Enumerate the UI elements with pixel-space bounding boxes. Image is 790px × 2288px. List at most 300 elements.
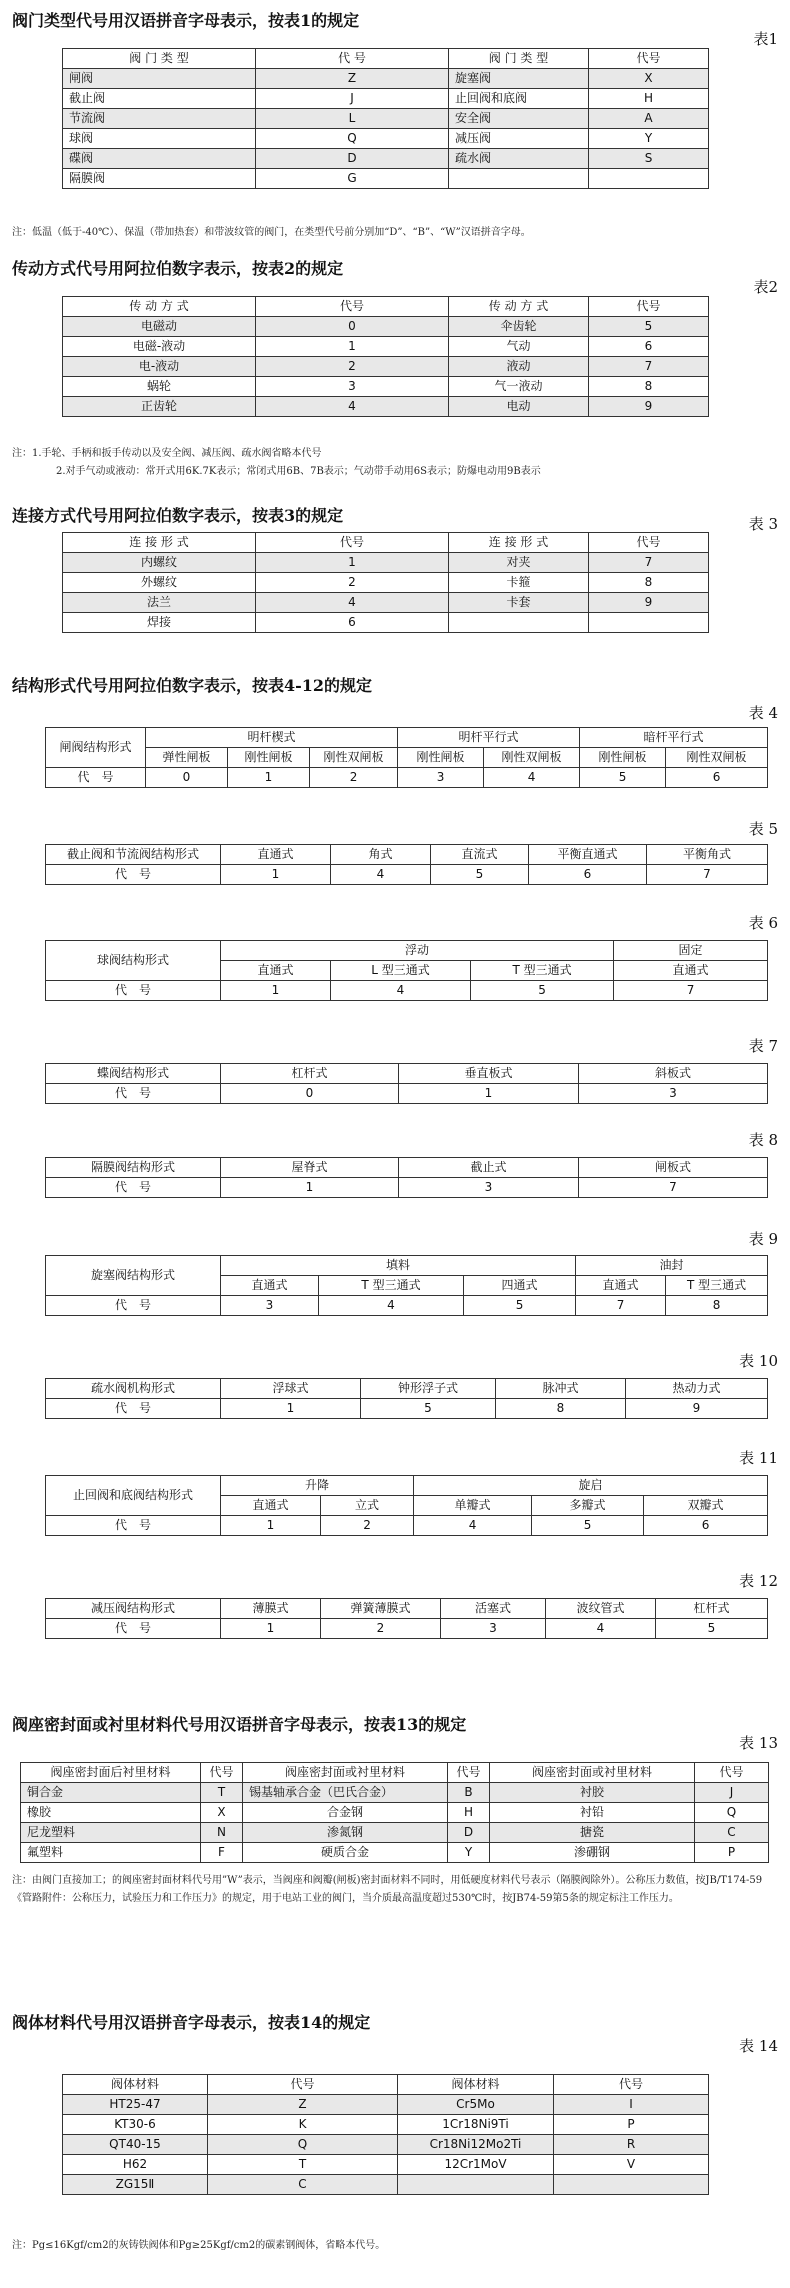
table-row (46, 1399, 768, 1419)
table-row (46, 1178, 768, 1198)
table-number: 表 3 (748, 515, 778, 533)
table-cell: J (695, 1783, 769, 1803)
table-header-cell: 传 动 方 式 (63, 297, 256, 317)
table-cell: V (554, 2155, 709, 2175)
plug-valve-structure-table (45, 1255, 768, 1316)
table-cell: 液动 (449, 357, 589, 377)
table-cell: 5 (589, 317, 709, 337)
table-cell: 0 (221, 1084, 399, 1104)
table-cell: 0 (146, 768, 228, 788)
table-cell: 5 (532, 1516, 644, 1536)
table-row (63, 129, 709, 149)
table-header-cell: 代号 (589, 297, 709, 317)
row-label: 代 号 (46, 1084, 221, 1104)
table-header-row (21, 1763, 769, 1783)
column-header: 直通式 (614, 961, 768, 981)
table-cell: 1 (256, 553, 449, 573)
table-header-cell: 连 接 形 式 (63, 533, 256, 553)
table-cell: 合金钢 (243, 1803, 448, 1823)
table-cell: K (208, 2115, 398, 2135)
table-cell: 1 (399, 1084, 579, 1104)
table-cell: 氟塑料 (21, 1843, 201, 1863)
table-header-cell: 代号 (589, 533, 709, 553)
table-cell: N (201, 1823, 243, 1843)
table-cell: 4 (256, 397, 449, 417)
butterfly-valve-structure-table (45, 1063, 768, 1104)
table-row (63, 2155, 709, 2175)
table-cell: 减压阀 (449, 129, 589, 149)
column-header: 刚性双闸板 (484, 748, 580, 768)
table-cell: 7 (647, 865, 768, 885)
table-header-cell: 阀座密封面后衬里材料 (21, 1763, 201, 1783)
table-number: 表 11 (739, 1449, 778, 1467)
table-cell: 卡箍 (449, 573, 589, 593)
group-header: 明杆平行式 (398, 728, 580, 748)
table-cell: 6 (644, 1516, 768, 1536)
column-header: 平衡角式 (647, 845, 768, 865)
table-cell: 电磁动 (63, 317, 256, 337)
table-cell: 4 (256, 593, 449, 613)
row-label: 隔膜阀结构形式 (46, 1158, 221, 1178)
row-label: 止回阀和底阀结构形式 (46, 1476, 221, 1516)
table-number: 表2 (753, 278, 778, 296)
table-header-cell: 代号 (695, 1763, 769, 1783)
table-number: 表 13 (739, 1734, 778, 1752)
group-header: 浮动 (221, 941, 614, 961)
table-cell: Cr18Ni12Mo2Ti (398, 2135, 554, 2155)
table-row (21, 1843, 769, 1863)
table-row (46, 1084, 768, 1104)
table-number: 表 9 (748, 1230, 778, 1248)
table-cell: 对夹 (449, 553, 589, 573)
table-header-cell: 阀座密封面或衬里材料 (243, 1763, 448, 1783)
column-header: 直通式 (221, 1496, 321, 1516)
table-header-row (63, 2075, 709, 2095)
table-cell: Q (695, 1803, 769, 1823)
table-cell: 外螺纹 (63, 573, 256, 593)
table-cell: 4 (331, 981, 471, 1001)
table-cell: Q (256, 129, 449, 149)
table-cell: 3 (221, 1296, 319, 1316)
section-heading: 传动方式代号用阿拉伯数字表示，按表2的规定 (12, 259, 344, 278)
column-header: 杠杆式 (656, 1599, 768, 1619)
column-header: 刚性闸板 (398, 748, 484, 768)
group-header: 固定 (614, 941, 768, 961)
table-cell: 4 (319, 1296, 464, 1316)
table-header-cell: 阀 门 类 型 (63, 49, 256, 69)
table-cell: 4 (546, 1619, 656, 1639)
table-row (46, 1516, 768, 1536)
table-cell: 卡套 (449, 593, 589, 613)
globe-valve-structure-table (45, 844, 768, 885)
table-cell: 8 (666, 1296, 768, 1316)
group-header: 填料 (221, 1256, 576, 1276)
table-cell: 硬质合金 (243, 1843, 448, 1863)
table-cell: 9 (589, 397, 709, 417)
table-row (63, 613, 709, 633)
drive-mode-table (62, 296, 709, 417)
table-cell: 1 (221, 865, 331, 885)
table-cell: QT40-15 (63, 2135, 208, 2155)
body-material-table (62, 2074, 709, 2195)
table-header-cell: 代号 (589, 49, 709, 69)
table-cell: 2 (321, 1619, 441, 1639)
table-cell: S (589, 149, 709, 169)
table-cell: 1 (221, 981, 331, 1001)
table-cell: 衬铅 (490, 1803, 695, 1823)
table-cell: Z (256, 69, 449, 89)
table-row (21, 1823, 769, 1843)
table-cell: 5 (471, 981, 614, 1001)
group-header: 升降 (221, 1476, 414, 1496)
column-header: 单瓣式 (414, 1496, 532, 1516)
table-header-row (46, 1476, 768, 1496)
table-cell: 安全阀 (449, 109, 589, 129)
group-header: 油封 (576, 1256, 768, 1276)
table-header-cell: 代号 (448, 1763, 490, 1783)
table-header-cell: 阀座密封面或衬里材料 (490, 1763, 695, 1783)
row-label: 球阀结构形式 (46, 941, 221, 981)
table-cell: 球阀 (63, 129, 256, 149)
table-note: 注：Pg≤16Kgf/cm2的灰铸铁阀体和Pg≥25Kgf/cm2的碳素钢阀体，省略本代号。 (12, 2240, 386, 2251)
diaphragm-valve-structure-table (45, 1157, 768, 1198)
table-cell: C (208, 2175, 398, 2195)
table-cell: 9 (626, 1399, 768, 1419)
table-row (63, 2175, 709, 2195)
table-cell: 铜合金 (21, 1783, 201, 1803)
table-cell: 5 (580, 768, 666, 788)
table-cell: 2 (256, 573, 449, 593)
column-header: 刚性双闸板 (310, 748, 398, 768)
table-header-cell: 代号 (208, 2075, 398, 2095)
column-header: 脉冲式 (496, 1379, 626, 1399)
row-label: 蝶阀结构形式 (46, 1064, 221, 1084)
table-cell: 5 (431, 865, 529, 885)
table-row (63, 69, 709, 89)
table-cell: 3 (441, 1619, 546, 1639)
table-cell: H (448, 1803, 490, 1823)
valve-type-table (62, 48, 709, 189)
table-number: 表 8 (748, 1131, 778, 1149)
table-cell: C (695, 1823, 769, 1843)
table-number: 表 5 (748, 820, 778, 838)
seal-material-table (20, 1762, 769, 1863)
table-cell: 衬胶 (490, 1783, 695, 1803)
table-cell (589, 169, 709, 189)
column-header: L 型三通式 (331, 961, 471, 981)
table-number: 表 10 (739, 1352, 778, 1370)
table-note: 注：低温（低于-40℃）、保温（带加热套）和带波纹管的阀门，在类型代号前分别加“D”、“B”、“W”汉语拼音字母。 (12, 227, 531, 238)
table-header-cell: 阀 门 类 型 (449, 49, 589, 69)
table-cell: Q (208, 2135, 398, 2155)
table-cell: 6 (589, 337, 709, 357)
column-header: 直通式 (221, 845, 331, 865)
table-row (63, 149, 709, 169)
table-cell: 1 (221, 1178, 399, 1198)
table-cell: 锡基轴承合金（巴氏合金） (243, 1783, 448, 1803)
row-label: 闸阀结构形式 (46, 728, 146, 768)
column-header: 直通式 (576, 1276, 666, 1296)
column-header: 四通式 (464, 1276, 576, 1296)
table-cell: D (448, 1823, 490, 1843)
row-label: 代 号 (46, 981, 221, 1001)
group-header: 暗杆平行式 (580, 728, 768, 748)
section-heading: 阀门类型代号用汉语拼音字母表示，按表1的规定 (12, 11, 360, 30)
table-row (46, 768, 768, 788)
table-header-row (46, 845, 768, 865)
column-header: 热动力式 (626, 1379, 768, 1399)
table-cell: 12Cr1MoV (398, 2155, 554, 2175)
table-cell: 搪瓷 (490, 1823, 695, 1843)
table-cell: T (208, 2155, 398, 2175)
table-cell: 6 (256, 613, 449, 633)
table-note: 注：由阀门直接加工；的阀座密封面材料代号用”W”表示，当阀座和阀瓣(闸板)密封面材料不同时，用低硬度材料代号表示（隔膜阀除外）。公称压力数值，按JB/T174-59《管路附件：公称压力，试验压力和工作压力》的规定，用于电站工业的阀门，当介质最高温度超过530℃时，按JB74-59第5条的规定标注工作压力。 (12, 1875, 763, 1904)
column-header: 刚性闸板 (228, 748, 310, 768)
table-cell: 焊接 (63, 613, 256, 633)
table-cell: X (201, 1803, 243, 1823)
table-cell: 1 (221, 1619, 321, 1639)
section-heading: 连接方式代号用阿拉伯数字表示，按表3的规定 (12, 506, 344, 525)
table-cell: 疏水阀 (449, 149, 589, 169)
section-heading: 阀体材料代号用汉语拼音字母表示，按表14的规定 (12, 2013, 371, 2032)
table-number: 表 14 (739, 2037, 778, 2055)
column-header: 刚性双闸板 (666, 748, 768, 768)
table-cell (398, 2175, 554, 2195)
group-header: 明杆楔式 (146, 728, 398, 748)
column-header: 刚性闸板 (580, 748, 666, 768)
column-header: 直流式 (431, 845, 529, 865)
table-cell: 1 (256, 337, 449, 357)
table-cell: 止回阀和底阀 (449, 89, 589, 109)
table-header-row (46, 728, 768, 748)
row-label: 代 号 (46, 1296, 221, 1316)
table-header-cell: 代号 (201, 1763, 243, 1783)
table-cell: Z (208, 2095, 398, 2115)
row-label: 代 号 (46, 865, 221, 885)
column-header: 直通式 (221, 1276, 319, 1296)
table-header-row (46, 1064, 768, 1084)
row-label: 减压阀结构形式 (46, 1599, 221, 1619)
table-row (63, 317, 709, 337)
table-row (63, 553, 709, 573)
table-cell: HT25-47 (63, 2095, 208, 2115)
table-cell: 内螺纹 (63, 553, 256, 573)
table-cell: 3 (579, 1084, 768, 1104)
table-note: 2.对手气动或液动：常开式用6K.7K表示；常闭式用6B、7B表示；气动带手动用6S表示；防爆电动用9B表示 (56, 466, 541, 477)
table-cell: ZG15Ⅱ (63, 2175, 208, 2195)
column-header: 波纹管式 (546, 1599, 656, 1619)
column-header: 弹性闸板 (146, 748, 228, 768)
column-header: 杠杆式 (221, 1064, 399, 1084)
table-number: 表 7 (748, 1037, 778, 1055)
table-cell: 伞齿轮 (449, 317, 589, 337)
table-cell: 6 (666, 768, 768, 788)
table-cell: G (256, 169, 449, 189)
table-header-cell: 阀体材料 (398, 2075, 554, 2095)
column-header: 双瓣式 (644, 1496, 768, 1516)
table-row (63, 109, 709, 129)
table-cell: T (201, 1783, 243, 1803)
table-cell: 4 (331, 865, 431, 885)
column-header: 钟形浮子式 (361, 1379, 496, 1399)
table-cell: 1 (221, 1399, 361, 1419)
table-cell: 6 (529, 865, 647, 885)
row-label: 疏水阀机构形式 (46, 1379, 221, 1399)
table-row (63, 573, 709, 593)
table-row (63, 593, 709, 613)
table-cell: L (256, 109, 449, 129)
table-cell: 8 (589, 377, 709, 397)
table-cell: H (589, 89, 709, 109)
table-cell (589, 613, 709, 633)
table-cell: 橡胶 (21, 1803, 201, 1823)
table-cell: D (256, 149, 449, 169)
table-cell: 8 (496, 1399, 626, 1419)
table-cell: 3 (398, 768, 484, 788)
table-header-row (46, 748, 768, 768)
check-valve-structure-table (45, 1475, 768, 1536)
row-label: 代 号 (46, 1178, 221, 1198)
column-header: 闸板式 (579, 1158, 768, 1178)
ball-valve-structure-table (45, 940, 768, 1001)
table-cell: X (589, 69, 709, 89)
table-cell: 3 (256, 377, 449, 397)
column-header: 浮球式 (221, 1379, 361, 1399)
table-cell: 蜗轮 (63, 377, 256, 397)
column-header: 斜板式 (579, 1064, 768, 1084)
row-label: 代 号 (46, 1516, 221, 1536)
table-header-cell: 传 动 方 式 (449, 297, 589, 317)
table-cell: 7 (579, 1178, 768, 1198)
table-row (63, 2115, 709, 2135)
section-heading: 结构形式代号用阿拉伯数字表示，按表4-12的规定 (12, 676, 373, 695)
table-cell: 气一液动 (449, 377, 589, 397)
table-note: 注：1.手轮、手柄和扳手传动以及安全阀、减压阀、疏水阀省略本代号 (12, 448, 322, 459)
table-number: 表 4 (748, 704, 778, 722)
table-cell: 0 (256, 317, 449, 337)
table-cell: J (256, 89, 449, 109)
table-cell: 渗硼钢 (490, 1843, 695, 1863)
table-cell: 渗氮钢 (243, 1823, 448, 1843)
column-header: 截止式 (399, 1158, 579, 1178)
table-row (63, 337, 709, 357)
table-header-row (63, 297, 709, 317)
table-cell (554, 2175, 709, 2195)
table-cell: 尼龙塑料 (21, 1823, 201, 1843)
table-cell: 5 (464, 1296, 576, 1316)
table-cell: 法兰 (63, 593, 256, 613)
table-cell: 截止阀 (63, 89, 256, 109)
table-cell: 气动 (449, 337, 589, 357)
table-cell: 电磁-液动 (63, 337, 256, 357)
table-row (46, 865, 768, 885)
table-cell: 碟阀 (63, 149, 256, 169)
group-header: 旋启 (414, 1476, 768, 1496)
table-cell: Y (589, 129, 709, 149)
table-header-cell: 连 接 形 式 (449, 533, 589, 553)
table-cell: 9 (589, 593, 709, 613)
table-cell: 4 (484, 768, 580, 788)
table-header-cell: 代号 (554, 2075, 709, 2095)
table-header-row (63, 49, 709, 69)
table-row (46, 1296, 768, 1316)
section-heading: 阀座密封面或衬里材料代号用汉语拼音字母表示，按表13的规定 (12, 1715, 467, 1734)
column-header: 平衡直通式 (529, 845, 647, 865)
column-header: T 型三通式 (666, 1276, 768, 1296)
column-header: 弹簧薄膜式 (321, 1599, 441, 1619)
table-row (21, 1803, 769, 1823)
table-row (63, 377, 709, 397)
row-label: 代 号 (46, 1399, 221, 1419)
column-header: 活塞式 (441, 1599, 546, 1619)
table-cell: 闸阀 (63, 69, 256, 89)
table-cell: 3 (399, 1178, 579, 1198)
connection-table (62, 532, 709, 633)
column-header: 屋脊式 (221, 1158, 399, 1178)
pressure-reducing-valve-structure-table (45, 1598, 768, 1639)
table-row (63, 2095, 709, 2115)
table-number: 表 6 (748, 914, 778, 932)
table-row (63, 2135, 709, 2155)
column-header: 垂直板式 (399, 1064, 579, 1084)
row-label: 旋塞阀结构形式 (46, 1256, 221, 1296)
table-cell: 8 (589, 573, 709, 593)
table-cell: B (448, 1783, 490, 1803)
column-header: T 型三通式 (471, 961, 614, 981)
table-cell: 节流阀 (63, 109, 256, 129)
column-header: T 型三通式 (319, 1276, 464, 1296)
table-cell: 7 (576, 1296, 666, 1316)
table-number: 表 12 (739, 1572, 778, 1590)
table-row (63, 357, 709, 377)
table-row (63, 89, 709, 109)
table-header-row (46, 1599, 768, 1619)
table-row (46, 981, 768, 1001)
table-header-cell: 代号 (256, 533, 449, 553)
table-cell: 5 (656, 1619, 768, 1639)
table-cell (449, 169, 589, 189)
table-cell: 7 (614, 981, 768, 1001)
gate-valve-structure-table (45, 727, 768, 788)
table-row (21, 1783, 769, 1803)
table-cell: KT30-6 (63, 2115, 208, 2135)
table-row (63, 169, 709, 189)
table-cell: 2 (256, 357, 449, 377)
table-cell: Cr5Mo (398, 2095, 554, 2115)
table-cell: 旋塞阀 (449, 69, 589, 89)
table-cell: 5 (361, 1399, 496, 1419)
table-header-row (46, 1379, 768, 1399)
table-cell: 1 (221, 1516, 321, 1536)
row-label: 代 号 (46, 768, 146, 788)
table-cell: 正齿轮 (63, 397, 256, 417)
column-header: 直通式 (221, 961, 331, 981)
table-number: 表1 (753, 30, 778, 48)
table-cell: 1 (228, 768, 310, 788)
table-row (63, 397, 709, 417)
table-cell: 电动 (449, 397, 589, 417)
table-header-cell: 代号 (256, 297, 449, 317)
table-cell: H62 (63, 2155, 208, 2175)
table-cell: 隔膜阀 (63, 169, 256, 189)
table-cell: 2 (321, 1516, 414, 1536)
table-cell: P (554, 2115, 709, 2135)
column-header: 薄膜式 (221, 1599, 321, 1619)
table-cell: F (201, 1843, 243, 1863)
table-cell: P (695, 1843, 769, 1863)
table-cell: A (589, 109, 709, 129)
steam-trap-structure-table (45, 1378, 768, 1419)
